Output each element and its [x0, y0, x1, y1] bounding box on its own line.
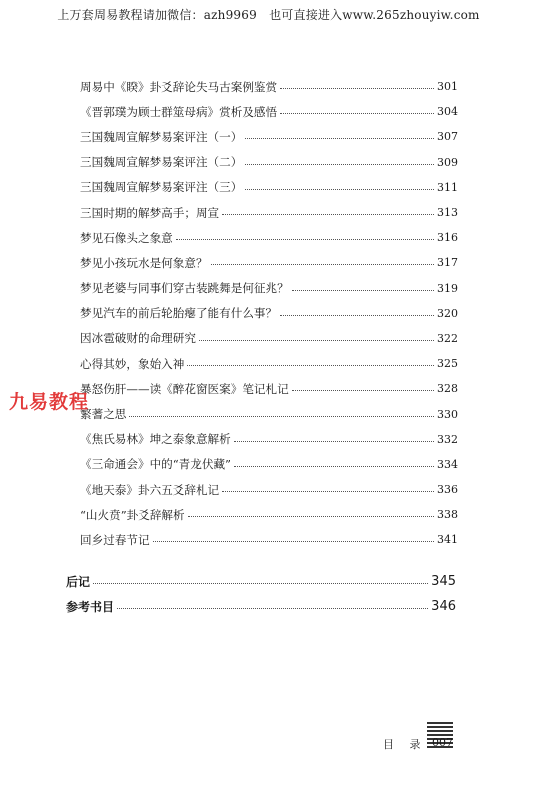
dot-leader: [280, 315, 434, 316]
toc-entry-title: 三国魏周宣解梦易案评注（二）: [80, 155, 243, 170]
dot-leader: [280, 113, 434, 114]
dot-leader: [292, 290, 434, 291]
dot-leader: [199, 340, 434, 341]
dot-leader: [188, 516, 434, 517]
toc-entry-page: 330: [437, 407, 458, 421]
toc-entry-title: 《三命通会》中的“青龙伏藏”: [80, 457, 231, 472]
toc-entry-title: 三国魏周宣解梦易案评注（三）: [80, 180, 243, 195]
toc-entry-title: “山火贲”卦爻辞解析: [80, 507, 185, 522]
toc-entry-title: 后记: [66, 575, 91, 589]
watermark-text: 九易教程: [9, 391, 90, 413]
dot-leader: [129, 416, 434, 417]
dot-leader: [245, 164, 434, 165]
toc-entry[interactable]: [80, 527, 458, 552]
dot-leader: [187, 365, 434, 366]
dot-leader: [93, 583, 428, 584]
dot-leader: [245, 138, 434, 139]
toc-entry[interactable]: [80, 124, 458, 149]
toc-entry-page: 304: [437, 105, 458, 119]
toc-entry-page: 332: [437, 432, 458, 446]
toc-entry-title: 《焦氏易林》坤之泰象意解析: [80, 432, 231, 447]
toc-entry[interactable]: [80, 99, 458, 124]
toc-entry-page: 328: [437, 382, 458, 396]
toc-entry-title: 繁蓍之思: [80, 407, 127, 422]
footer-section-label: 目 录: [383, 738, 427, 751]
toc-entry-page: 301: [437, 80, 458, 94]
toc-entry-page: 338: [437, 508, 458, 522]
dot-leader: [234, 466, 434, 467]
dot-leader: [222, 491, 434, 492]
dot-leader: [222, 214, 434, 215]
toc-entry-page: 311: [437, 180, 458, 194]
dot-leader: [292, 390, 434, 391]
toc-entry[interactable]: [80, 225, 458, 250]
toc-entry-title: 心得其妙，象始入神: [80, 356, 185, 371]
toc-entry-page: 319: [437, 281, 458, 295]
dot-leader: [211, 264, 434, 265]
toc-entry-title: 周易中《睽》卦爻辞论失马古案例鉴赏: [80, 79, 278, 94]
toc-entry-title: 梦见石像头之象意: [80, 230, 173, 245]
dot-leader: [117, 608, 428, 609]
toc-entry-afterword[interactable]: [66, 569, 456, 594]
toc-entry-title: 因冰雹破财的命理研究: [80, 331, 196, 346]
toc-entry-page: 322: [437, 331, 458, 345]
dot-leader: [176, 239, 434, 240]
toc-entry[interactable]: [80, 74, 458, 99]
header-banner: 上万套周易教程请加微信：azh9969 也可直接进入www.265zhouyiw.com: [57, 8, 480, 22]
toc-entry[interactable]: [80, 376, 458, 401]
toc-entry[interactable]: [80, 502, 458, 527]
toc-entry-title: 梦见老婆与同事们穿古装跳舞是何征兆？: [80, 281, 289, 296]
toc-entry-page: 309: [437, 155, 458, 169]
toc-entry[interactable]: [80, 301, 458, 326]
toc-entry-title: 《地天泰》卦六五爻辞札记: [80, 482, 220, 497]
toc-entry-title: 梦见汽车的前后轮胎瘪了能有什么事？: [80, 306, 278, 321]
toc-entry-page: 316: [437, 231, 458, 245]
toc-entry-title: 参考书目: [66, 600, 115, 614]
toc-entry-page: 313: [437, 206, 458, 220]
toc-entry-title: 《晋郭璞为顾士群筮母病》赏析及感悟: [80, 104, 278, 119]
toc-entry[interactable]: [80, 351, 458, 376]
toc-entry[interactable]: [80, 326, 458, 351]
toc-entry-page: 345: [431, 574, 456, 589]
toc-entry-page: 325: [437, 357, 458, 371]
toc-entry-title: 三国魏周宣解梦易案评注（一）: [80, 129, 243, 144]
toc-entry-page: 336: [437, 483, 458, 497]
toc-entry[interactable]: [80, 452, 458, 477]
toc-entry-title: 三国时期的解梦高手；周宣: [80, 205, 220, 220]
toc-entry-title: 回乡过春节记: [80, 532, 150, 547]
toc-entry[interactable]: [80, 401, 458, 426]
toc-entry-page: 307: [437, 130, 458, 144]
toc-entry[interactable]: [80, 250, 458, 275]
toc-entry-title: 梦见小孩玩水是何象意？: [80, 255, 208, 270]
back-matter-list: [66, 569, 456, 619]
page-number: 007: [432, 736, 453, 749]
dot-leader: [153, 541, 434, 542]
toc-list: [80, 74, 458, 553]
toc-entry[interactable]: [80, 276, 458, 301]
page-footer: [383, 736, 453, 752]
toc-entry[interactable]: [80, 200, 458, 225]
toc-entry-page: 317: [437, 256, 458, 270]
toc-entry[interactable]: [80, 427, 458, 452]
toc-entry[interactable]: [80, 175, 458, 200]
toc-entry-page: 346: [431, 599, 456, 614]
toc-entry-page: 341: [437, 533, 458, 547]
toc-entry-page: 334: [437, 457, 458, 471]
toc-entry[interactable]: [80, 477, 458, 502]
dot-leader: [234, 441, 434, 442]
dot-leader: [280, 88, 434, 89]
toc-entry-page: 320: [437, 306, 458, 320]
toc-entry[interactable]: [80, 150, 458, 175]
dot-leader: [245, 189, 434, 190]
toc-entry-title: 暴怒伤肝——读《醉花窗医案》笔记札记: [80, 381, 289, 396]
toc-entry-references[interactable]: [66, 594, 456, 619]
